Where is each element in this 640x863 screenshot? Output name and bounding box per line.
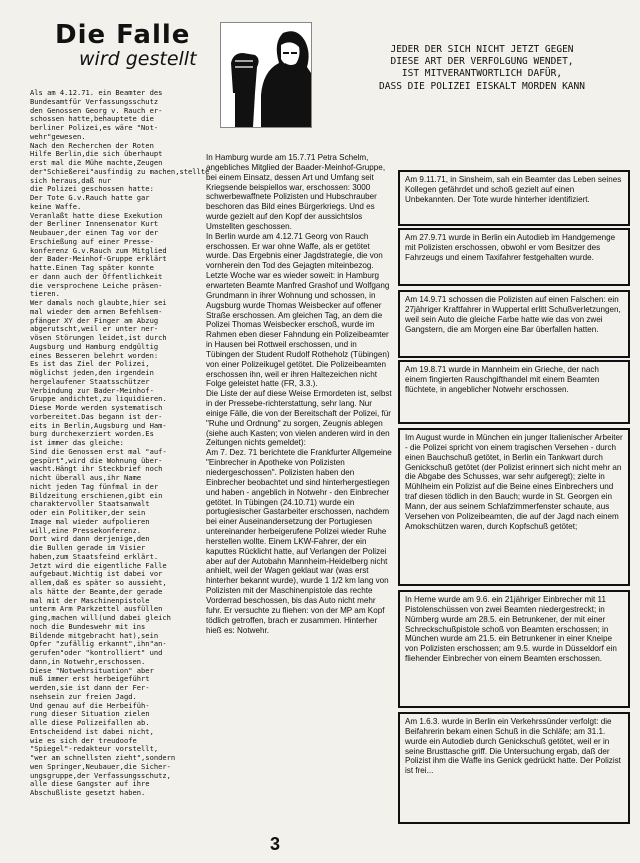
box-text: Am 9.11.71, in Sinsheim, sah ein Beamter das Leben seines Kollegen gefährdet und schoß gezielt auf einen Unbekannten. Der Tote wurde hinterher identifiziert. — [405, 175, 622, 204]
box-text: In Herne wurde am 9.6. ein 21jähriger Einbrecher mit 11 Pistolenschüssen von zwei Beamten niedergestreckt; in Nürnberg wurde am 28.5. ein Betrunkener, der mit einer Schreckschußpistole schoß von Beamten erschossen; in München wurde am 21.5. ein Betrunkener in einer Kneipe von Polizisten erschossen; am 9.5. wurde in Düsseldorf ein fliehender Einbrecher von einem Beamten erschossen. — [405, 595, 617, 664]
quote-line: DIESE ART DER VERFOLGUNG WENDET, — [390, 56, 574, 68]
headline-line-2: wird gestellt — [79, 48, 197, 70]
news-box — [398, 712, 630, 824]
headline — [55, 20, 205, 70]
box-text: Am 14.9.71 schossen die Polizisten auf einen Falschen: ein 27jähriger Kraftfahrer in Wuppertal erlitt Schußverletzungen, weil sein Auto die gleiche Farbe hatte wie das von zwei Gangstern, die am Morgen eine Bar überfallen hatten. — [405, 295, 621, 334]
news-box — [398, 290, 630, 358]
quote-line: JEDER DER SICH NICHT JETZT GEGEN — [390, 44, 574, 55]
news-box — [398, 360, 630, 424]
raised-fist-portrait-image — [221, 23, 311, 127]
news-box — [398, 170, 630, 226]
pull-quote — [342, 44, 622, 93]
page-number: 3 — [270, 834, 281, 854]
box-text: Am 1.6.3. wurde in Berlin ein Verkehrssünder verfolgt: die Beifahrerin bekam einen Schuß in die Schläfe; am 31.1. wurde ein Autodieb durch Genickschuß getötet, weil er in seine Brusttasche griff. Die Untersuchung ergab, daß der Polizist ihm die Waffe ins Genick gedrückt hatte. Der Polizist ist frei... — [405, 717, 621, 776]
paragraph: Die Liste der auf diese Weise Ermordeten ist, selbst in der Pressebe-richterstattung, sehr lang. Nur einige Fälle, die von der Bereitschaft der Polizei, für "Ruhe und Ordnung" zu sorgen, Zeugnis ablegen (siehe auch Kasten; von vielen anderen wird in den Zeitungen nichts gemeldet): — [206, 389, 392, 448]
news-box — [398, 428, 630, 586]
paragraph: Letzte Woche war es wieder soweit: in Hamburg erwarteten Beamte Manfred Grashof und Wolfgang Grundmann in ihrer Wohnung und schossen, in Augsburg wurde Thomas Weisbecker auf offener Straße erschossen. Am gleichen Tag, an dem die Polizei Thomas Weisbecker erschoß, wurde im Rahmen eben dieser Fahndung ein Polizeibeamter in Hausen bei Rottweil erschossen, und in Tübingen der Student Rudolf Rotheholz (Tübingen) von einer Polizeikugel getötet. Die Polizeibeamten erschossen ihn, weil er ihren Haltezeichen nicht Folge geleistet hatte (FR, 3.3.). — [206, 271, 390, 389]
paragraph: Am 7. Dez. 71 berichtete die Frankfurter Allgemeine "Einbrecher in Apotheke von Polizisten niedergeschossen". Polizisten haben den Einbrecher beobachtet und sind hinterhergestiegen und haben - angeblich in Notwehr - den Einbrecher getötet. In Tübingen (24.10.71) wurde ein portugiesischer Gastarbeiter erschossen, nachdem bei einer Auseinandersetzung der Portugiesen untereinander herbeigerufene Polizei wieder Ruhe herstellen wollte. Einem LKW-Fahrer, der ein kaputtes Rücklicht hatte, auf Verlangen der Polizei aber auf der Autobahn Mannheim-Heidelberg nicht anhielt, weil der Wagen geklaut war (was erst hinterher bekannt wurde), wurde 1 1/2 km lang von Polizisten mit der Maschinenpistole das rechte Vorderrad beschossen, bis das Auto nicht mehr fuhr. Er versuchte zu fliehen: von der MP am Kopf tödlich getroffen, brach er zusammen. Hinterher hieß es: Notwehr. — [206, 448, 392, 635]
news-box — [398, 590, 630, 708]
paragraph: In Berlin wurde am 4.12.71 Georg von Rauch erschossen. Er war ohne Waffe, als er getötet wurde. Das Ergebnis einer Jagdstrategie, die von vornherein den Tod des Gejagten miteinbezog. — [206, 231, 383, 271]
portrait-photo — [220, 22, 312, 128]
left-column-text: Als am 4.12.71. ein Beamter des Bundesamtfür Verfassungsschutz den Genossen Georg v. Rauch er- schossen hatte,behauptete die berliner Polizei,es wäre "Not- wehr"gewesen. Nach den Recherchen der Roten Hilfe Berlin,die sich überhaupt erst mal die Mühe machte,Zeugen der"Schießerei"ausfindig zu machen,stellte sich heraus,daß nur die Polizei geschossen hatte: Der Tote G.v.Rauch hatte gar keine Waffe. Veranlaßt hatte diese Exekution der Berliner Innensenator Kurt Neubauer,der einen Tag vor der Erschießung auf einer Presse- konferenz G.v.Rauch zum Mitglied der Bader-Meinhof-Gruppe erklärt hatte.Einen Tag später konnte er dann auch der Öffentlichkeit die versprochene Leiche präsen- tieren. Wer damals noch glaubte,hier sei mal wieder dem armen Befehlsem- pfänger XY der Finger am Abzug abgerutscht,weil er unter ner- vösen Störungen leidet,ist durch Augsburg und Hamburg endgültig eines Besseren belehrt worden: Es ist das Ziel der Polizei, möglichst jeden,den irgendein hergelaufener Staatsschützer Verbindung zur Bader-Meinhof- Gruppe andichtet,zu liquidieren. Diese Morde werden systematisch vorbereitet.Das begann ist der- eits in Berlin,Augsburg und Ham- burg durchexerziert worden.Es ist immer das gleiche: Sind die Genossen erst mal "auf- gespürt",wird die Wohnung über- wacht.Hängt ihr Steckbrief noch nicht überall aus,ihr Name nicht jeden Tag fünfmal in der Bildzeitung erschienen,gibt ein charaktervoller Staatsanwalt oder ein Politiker,der sein Image mal wieder aufpolieren will,eine Pressekonferenz. Dort wird dann derjenige,den die Bullen gerade im Visier haben,zum Staatsfeind erklärt. Jetzt wird die eigentliche Falle aufgebaut.Wichtig ist dabei vor allem,daß es später so aussieht, als hätte der Beamte,der gerade mal mit der Maschinenpistole unterm Arm Parkzettel ausfüllen ging,machen will(und dabei gleich noch die Bundeswehr mit ins Bildende mitgebracht hat),sein Opfer "zufällig erkannt",ihn"an- gerufen"oder "kontrolliert" und dann,in Notwehr,erschossen. Diese "Notwehrsituation" aber muß immer erst herbeigeführt werden,sie ist dann der Fer- nsehsein zur freien Jagd. Und genau auf die Herbeifüh- rung dieser Situation zielen alle diese Polizeifallen ab. Entscheidend ist dabei nicht, wie es sich der treudoofe "Spiegel"-redakteur vorstellt, "wer am schnellsten zieht",sondern wen Springer,Neubauer,die Sicher- ungsgruppe,der Verfassungsschutz, alle diese Gangster auf ihre Abschußliste gesetzt haben. — [30, 89, 210, 797]
quote-line: DASS DIE POLIZEI EISKALT MORDEN KANN — [379, 80, 585, 92]
box-text: Im August wurde in München ein junger Italienischer Arbeiter - die Polizei spricht von einem tragischen Versehen - durch einen Bauchschuß getötet, in Berlin ein Tankwart durch Genickschuß getötet (der Polizist erinnert sich nicht mehr an die Abgabe des Schusses, war sehr aufgeregt); zielte in Mühlheim ein Polizist auf die Beine eines Einbrechers und traf diesen tödlich in den Bauch; wurde in St. Georgen ein Mann, der aus seinem Schlafzimmerfenster schaute, aus Versehen von Polizeibeamten, die auf der Jagd nach einem Amokschützen waren, durch Kopfschuß getötet; — [405, 433, 623, 531]
paragraph: In Hamburg wurde am 15.7.71 Petra Schelm, angebliches Mitglied der Baader-Meinhof-Gruppe, bei einem Einsatz, dessen Art und Umfang seit Kriegsende beispiellos war, erschossen: 3000 schwerbewaffnete Polizisten und Hubschrauber beschoren das Bild eines Bürgerkriegs. Und es wurde gezielt auf den Kopf der aussichtslos Umstellten geschossen. — [206, 153, 386, 231]
quote-line: IST MITVERANTWORTLICH DAFÜR, — [401, 68, 563, 80]
middle-column — [206, 153, 392, 858]
box-text: Am 27.9.71 wurde in Berlin ein Autodieb im Handgemenge mit Polizisten erschossen, obwohl er vom Besitzer des Fahrzeugs und einem Taxifahrer festgehalten wurde. — [405, 233, 616, 262]
headline-line-1: Die Falle — [55, 20, 191, 50]
news-box — [398, 228, 630, 286]
box-text: Am 19.8.71 wurde in Mannheim ein Grieche, der nach einem fingierten Rauschgifthandel mit einem Beamten flüchtete, in angeblicher Notwehr erschossen. — [405, 365, 600, 394]
